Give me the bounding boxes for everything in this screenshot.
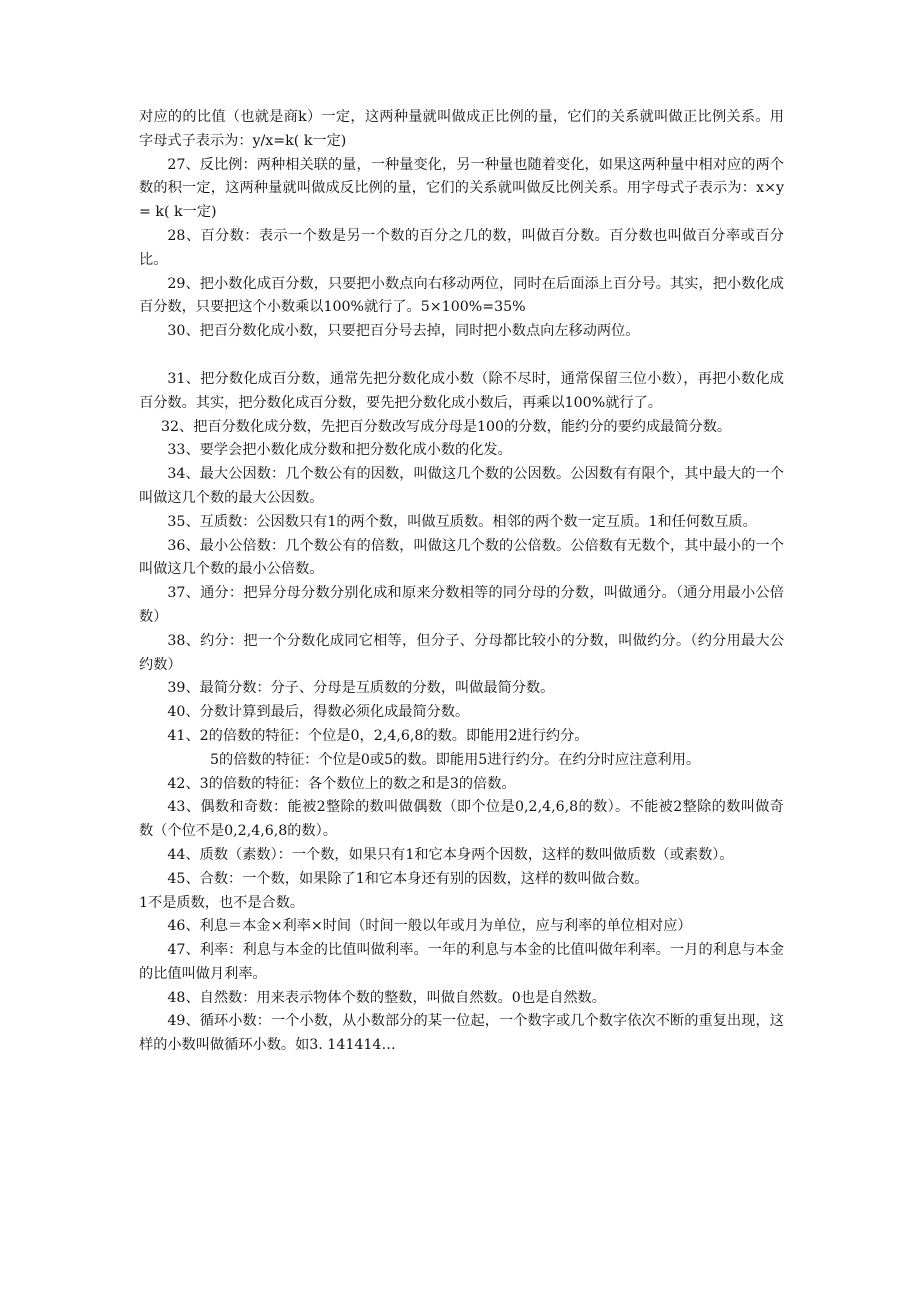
paragraph-p41b: 5的倍数的特征：个位是0或5的数。即能用5进行约分。在约分时应注意利用。	[210, 751, 701, 768]
paragraph-p49: 49、循环小数：一个小数，从小数部分的某一位起，一个数字或几个数字依次不断的重复出现，这样的小数叫做循环小数。如3. 141414…	[139, 1013, 784, 1054]
paragraph-p38: 38、约分：把一个分数化成同它相等，但分子、分母都比较小的分数，叫做约分。（约分用最大公约数）	[139, 632, 784, 673]
paragraph-p0: 对应的的比值（也就是商k）一定，这两种量就叫做成正比例的量，它们的关系就叫做正比例关系。用字母式子表示为：y/x=k( k一定)	[139, 109, 784, 149]
paragraph-p28: 28、百分数：表示一个数是另一个数的百分之几的数，叫做百分数。百分数也叫做百分率或百分比。	[139, 227, 784, 268]
paragraph-p45: 45、合数：一个数，如果除了1和它本身还有别的因数，这样的数叫做合数。	[167, 870, 649, 887]
document-body	[139, 106, 784, 1058]
paragraph-p27: 27、反比例：两种相关联的量，一种量变化，另一种量也随着变化，如果这两种量中相对应的两个数的积一定，这两种量就叫做成反比例的量，它们的关系就叫做反比例关系。用字母式子表示为：x×y = k( k一定)	[139, 156, 784, 221]
paragraph-p30: 30、把百分数化成小数，只要把百分号去掉，同时把小数点向左移动两位。	[167, 323, 640, 340]
paragraph-p44: 44、质数（素数）：一个数，如果只有1和它本身两个因数，这样的数叫做质数（或素数）。	[167, 846, 734, 863]
paragraph-p46: 46、利息＝本金×利率×时间（时间一般以年或月为单位，应与利率的单位相对应）	[167, 918, 692, 935]
paragraph-p36: 36、最小公倍数：几个数公有的倍数，叫做这几个数的公倍数。公倍数有无数个，其中最小的一个叫做这几个数的最小公倍数。	[139, 537, 784, 578]
paragraph-p40: 40、分数计算到最后，得数必须化成最简分数。	[167, 704, 470, 721]
paragraph-gap	[139, 344, 784, 368]
paragraph-p48: 48、自然数：用来表示物体个数的整数，叫做自然数。0也是自然数。	[167, 989, 606, 1006]
paragraph-p35: 35、互质数：公因数只有1的两个数，叫做互质数。相邻的两个数一定互质。1和任何数互质。	[167, 513, 757, 530]
paragraph-p34: 34、最大公因数：几个数公有的因数，叫做这几个数的公因数。公因数有有限个，其中最大的一个叫做这几个数的最大公因数。	[139, 466, 784, 506]
paragraph-p45b: 1不是质数，也不是合数。	[139, 894, 305, 911]
paragraph-p29: 29、把小数化成百分数，只要把小数点向右移动两位，同时在后面添上百分号。其实，把小数化成百分数，只要把这个小数乘以100%就行了。5×100%=35%	[139, 275, 784, 316]
paragraph-p31: 31、把分数化成百分数，通常先把分数化成小数（除不尽时，通常保留三位小数），再把小数化成百分数。其实，把分数化成百分数，要先把分数化成小数后，再乘以100%就行了。	[139, 370, 784, 411]
paragraph-p41: 41、2的倍数的特征：个位是0，2,4,6,8的数。即能用2进行约分。	[167, 727, 589, 744]
paragraph-p37: 37、通分：把异分母分数分别化成和原来分数相等的同分母的分数，叫做通分。（通分用最小公倍数）	[139, 585, 784, 625]
paragraph-p32: 32、把百分数化成分数，先把百分数改写成分母是100的分数，能约分的要约成最简分数。	[161, 418, 732, 435]
paragraph-p39: 39、最简分数：分子、分母是互质数的分数，叫做最简分数。	[167, 680, 555, 697]
paragraph-p47: 47、利率：利息与本金的比值叫做利率。一年的利息与本金的比值叫做年利率。一月的利息与本金的比值叫做月利率。	[139, 942, 784, 982]
paragraph-p42: 42、3的倍数的特征：各个数位上的数之和是3的倍数。	[167, 775, 516, 792]
paragraph-p43: 43、偶数和奇数：能被2整除的数叫做偶数（即个位是0,2,4,6,8的数）。不能被2整除的数叫做奇数（个位不是0,2,4,6,8的数）。	[139, 799, 784, 840]
paragraph-p33: 33、要学会把小数化成分数和把分数化成小数的化发。	[167, 442, 512, 459]
